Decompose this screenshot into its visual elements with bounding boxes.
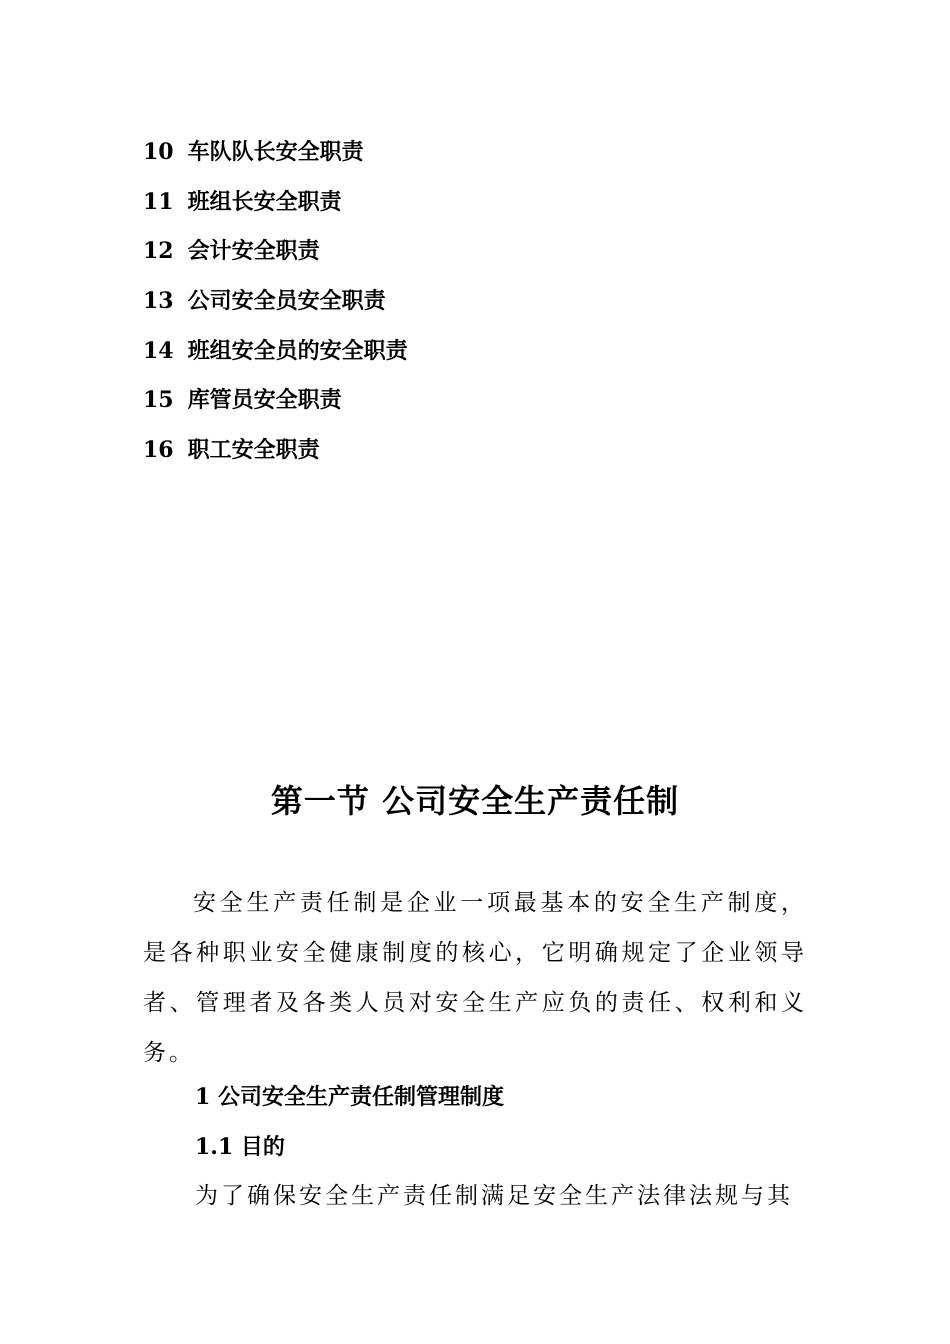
toc-list — [143, 132, 408, 480]
toc-item-number: 13 — [143, 288, 174, 315]
toc-item-number: 14 — [143, 337, 174, 364]
toc-item-label: 会计安全职责 — [187, 238, 320, 265]
toc-item — [143, 380, 408, 430]
toc-item-label: 班组安全员的安全职责 — [187, 337, 408, 364]
toc-item — [143, 281, 408, 331]
toc-item-number: 16 — [143, 437, 174, 464]
toc-item — [143, 231, 408, 281]
purpose-paragraph: 为了确保安全生产责任制满足安全生产法律法规与其 — [195, 1183, 793, 1209]
toc-item-label: 车队队长安全职责 — [187, 139, 364, 165]
toc-item-label: 职工安全职责 — [187, 437, 320, 464]
toc-item-label: 公司安全员安全职责 — [187, 288, 386, 315]
section-title: 第一节 公司安全生产责任制 — [270, 782, 680, 820]
subsection-heading-purpose: 1.1 目的 — [195, 1134, 285, 1160]
toc-item-number: 11 — [143, 188, 174, 215]
toc-item-number: 15 — [143, 387, 174, 414]
toc-item-label: 库管员安全职责 — [187, 387, 342, 414]
toc-item-number: 12 — [143, 238, 174, 265]
toc-item — [143, 430, 408, 480]
intro-paragraph: 安全生产责任制是企业一项最基本的安全生产制度，是各种职业安全健康制度的核心，它明确规定了企业领导者、管理者及各类人员对安全生产应负的责任、权利和义务。 — [143, 890, 807, 1066]
subsection-heading: 1 公司安全生产责任制管理制度 — [195, 1084, 504, 1110]
toc-item-label: 班组长安全职责 — [187, 188, 342, 215]
toc-item-number: 10 — [143, 139, 174, 165]
toc-item — [143, 331, 408, 381]
toc-item — [143, 182, 408, 232]
toc-item — [143, 132, 408, 182]
